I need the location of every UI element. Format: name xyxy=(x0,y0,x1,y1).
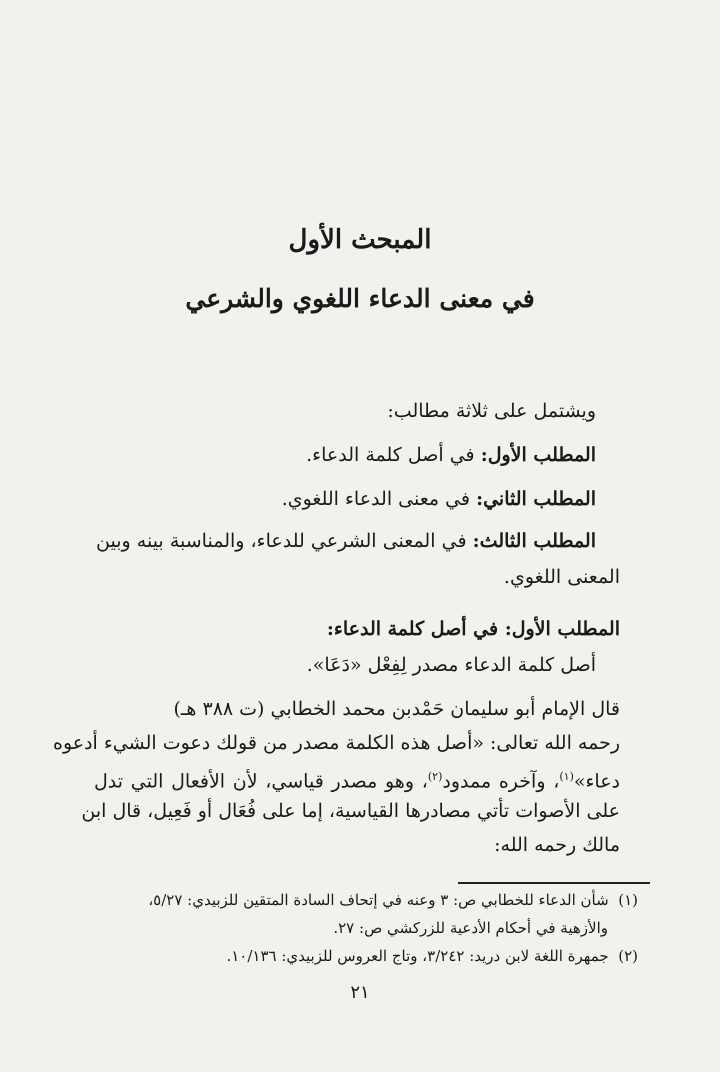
section-heading: المطلب الأول: في أصل كلمة الدعاء: xyxy=(326,618,620,640)
body-line: قال الإمام أبو سليمان حَمْدبن محمد الخطابي (ت ٣٨٨ هـ) xyxy=(173,698,620,720)
footnote-number: (٢) xyxy=(618,947,638,965)
body-line: أصل كلمة الدعاء مصدر لِفِعْل «دَعَا». xyxy=(306,654,596,676)
section-label: المطلب الثاني: xyxy=(476,488,596,510)
intro-line: ويشتمل على ثلاثة مطالب: xyxy=(387,400,596,422)
footnote-ref[interactable]: (١) xyxy=(559,770,574,783)
section-text: في معنى الدعاء اللغوي. xyxy=(281,488,471,510)
body-text: ، وهو مصدر قياسي، لأن الأفعال التي تدل xyxy=(94,770,428,793)
body-line: على الأصوات تأتي مصادرها القياسية، إما على فُعَال أو فَعِيل، قال ابن xyxy=(81,800,620,822)
footnote-text: شأن الدعاء للخطابي ص: ٣ وعنه في إتحاف السادة المتقين للزبيدي: ٥/٢٧، xyxy=(148,891,609,909)
chapter-title: المبحث الأول xyxy=(288,225,432,255)
section-item-3-cont: المعنى اللغوي. xyxy=(503,566,620,588)
body-text: ، وآخره ممدود xyxy=(442,770,560,793)
section-item-2 xyxy=(282,484,596,514)
body-line: مالك رحمه الله: xyxy=(494,834,620,856)
footnote-2 xyxy=(226,944,638,968)
section-item-1 xyxy=(306,440,596,470)
body-line: رحمه الله تعالى: «أصل هذه الكلمة مصدر من قولك دعوت الشيء أدعوه xyxy=(52,732,620,754)
footnote-number: (١) xyxy=(618,891,638,909)
body-line xyxy=(94,762,620,796)
footnote-1 xyxy=(148,888,638,912)
footnote-text: جمهرة اللغة لابن دريد: ٣/٢٤٢، وتاج العروس للزبيدي: ١٠/١٣٦. xyxy=(226,947,609,965)
section-text: في أصل كلمة الدعاء. xyxy=(306,444,475,466)
footnote-separator xyxy=(458,882,650,884)
page-number: ٢١ xyxy=(350,982,370,1003)
section-label: المطلب الثالث: xyxy=(472,530,597,552)
footnote-ref[interactable]: (٢) xyxy=(427,770,443,783)
section-item-3 xyxy=(96,526,596,556)
section-text: في المعنى الشرعي للدعاء، والمناسبة بينه وبين xyxy=(96,530,467,552)
chapter-subtitle: في معنى الدعاء اللغوي والشرعي xyxy=(185,284,535,313)
footnote-1-cont: والأزهية في أحكام الأدعية للزركشي ص: ٢٧. xyxy=(333,919,608,937)
body-text: دعاء» xyxy=(573,770,621,793)
section-label: المطلب الأول: xyxy=(480,444,596,466)
